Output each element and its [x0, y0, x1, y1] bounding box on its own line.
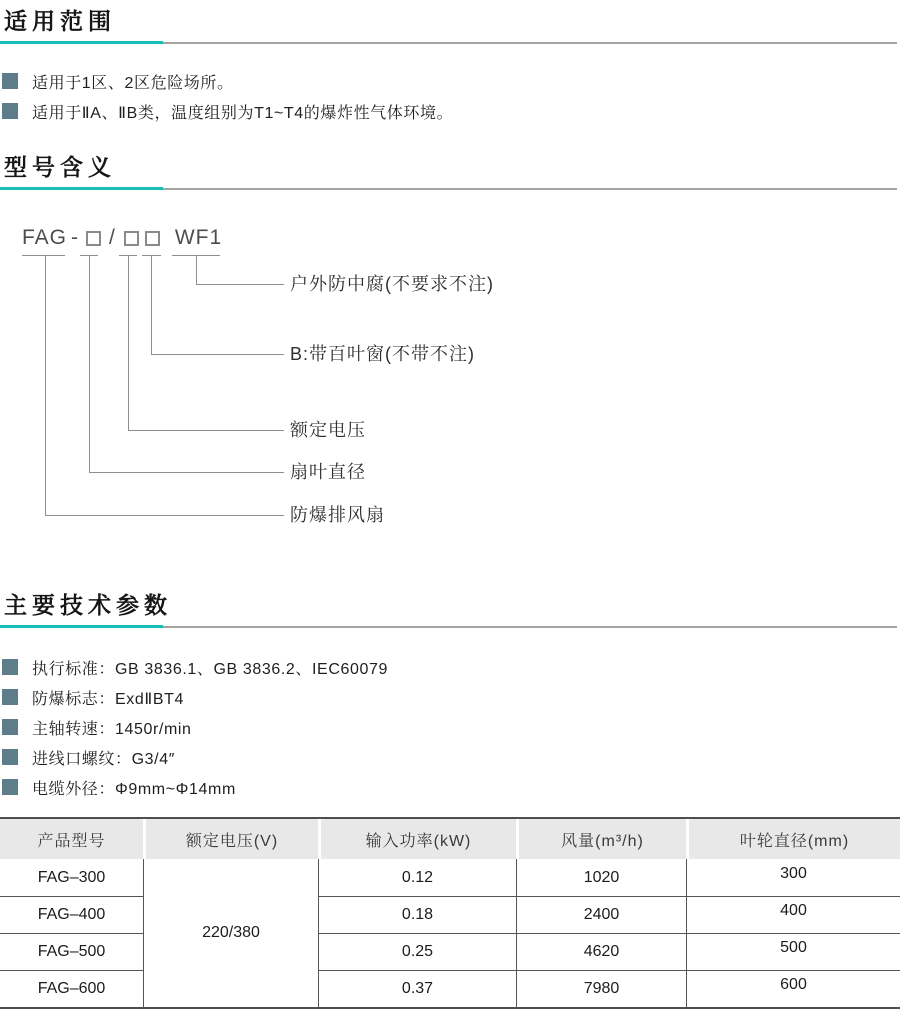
square-bullet-icon	[2, 659, 18, 675]
cell-model: FAG–500	[0, 933, 143, 970]
col-header-airflow: 风量(m³/h)	[516, 819, 686, 859]
section-title-params: 主要技术参数	[4, 592, 172, 618]
diagram-label: 额定电压	[290, 420, 366, 440]
params-bullet-list	[0, 652, 900, 802]
model-string	[22, 226, 222, 250]
cell-impeller	[686, 859, 900, 896]
section-title-model: 型号含义	[4, 154, 116, 180]
leader-line	[89, 472, 284, 473]
cell-impeller-value: 500	[780, 939, 807, 956]
cell-airflow: 1020	[516, 859, 686, 896]
square-bullet-icon	[2, 73, 18, 89]
square-bullet-icon	[2, 779, 18, 795]
bullet-text: 进线口螺纹：G3/4″	[32, 750, 175, 768]
diagram-label: 防爆排风扇	[290, 505, 385, 525]
leader-line	[196, 284, 284, 285]
model-box-icon	[86, 231, 101, 246]
cell-power: 0.25	[318, 933, 516, 970]
col-header-impeller: 叶轮直径(mm)	[686, 819, 900, 859]
model-dash: -	[71, 226, 80, 249]
scope-bullet-list	[0, 66, 900, 126]
spec-table	[0, 817, 900, 1009]
list-item	[0, 652, 900, 682]
bullet-text: 主轴转速：1450r/min	[32, 720, 192, 738]
list-item	[0, 66, 900, 96]
leader-line	[151, 354, 284, 355]
table-row	[0, 896, 900, 933]
leader-line	[128, 430, 284, 431]
cell-impeller	[686, 896, 900, 933]
col-header-voltage: 额定电压(V)	[143, 819, 318, 859]
cell-airflow: 2400	[516, 896, 686, 933]
square-bullet-icon	[2, 749, 18, 765]
leader-line	[128, 255, 129, 430]
model-prefix: FAG	[22, 226, 68, 249]
table-row	[0, 933, 900, 970]
table-header-row	[0, 819, 900, 859]
model-slash: /	[109, 226, 116, 249]
model-code-diagram	[0, 190, 900, 536]
list-item	[0, 742, 900, 772]
list-item	[0, 772, 900, 802]
cell-power: 0.12	[318, 859, 516, 896]
rule-accent-segment	[0, 625, 163, 628]
bullet-text: 电缆外径：Φ9mm~Φ14mm	[32, 780, 236, 798]
section-rule	[0, 41, 897, 44]
cell-airflow: 4620	[516, 933, 686, 970]
cell-impeller	[686, 970, 900, 1007]
rule-gray-segment	[163, 626, 897, 628]
list-item	[0, 682, 900, 712]
leader-underline	[22, 255, 65, 256]
leader-line	[151, 255, 152, 354]
table-row	[0, 970, 900, 1007]
cell-impeller-value: 600	[780, 976, 807, 993]
col-header-power: 输入功率(kW)	[318, 819, 516, 859]
leader-line	[45, 255, 46, 515]
cell-model: FAG–600	[0, 970, 143, 1007]
cell-voltage-merged: 220/380	[143, 859, 318, 1007]
bullet-text: 适用于1区、2区危险场所。	[32, 74, 234, 92]
leader-line	[89, 255, 90, 472]
cell-model: FAG–400	[0, 896, 143, 933]
diagram-label: 户外防中腐(不要求不注)	[290, 274, 494, 294]
model-box-icon	[145, 231, 160, 246]
list-item	[0, 712, 900, 742]
square-bullet-icon	[2, 103, 18, 119]
cell-power: 0.37	[318, 970, 516, 1007]
cell-power: 0.18	[318, 896, 516, 933]
model-box-icon	[124, 231, 139, 246]
cell-impeller-value: 300	[780, 864, 807, 882]
col-header-model: 产品型号	[0, 819, 143, 859]
bullet-text: 防爆标志：ExdⅡBT4	[32, 690, 184, 708]
leader-line	[196, 255, 197, 284]
cell-model: FAG–300	[0, 859, 143, 896]
square-bullet-icon	[2, 689, 18, 705]
rule-gray-segment	[163, 42, 897, 44]
diagram-label: B:带百叶窗(不带不注)	[290, 344, 475, 364]
cell-airflow: 7980	[516, 970, 686, 1007]
section-title-scope: 适用范围	[4, 8, 116, 34]
bullet-text: 执行标准：GB 3836.1、GB 3836.2、IEC60079	[32, 660, 388, 678]
model-suffix: WF1	[174, 226, 223, 249]
list-item	[0, 96, 900, 126]
section-rule	[0, 625, 897, 628]
diagram-label: 扇叶直径	[290, 462, 366, 482]
cell-impeller-value: 400	[780, 902, 807, 919]
square-bullet-icon	[2, 719, 18, 735]
rule-accent-segment	[0, 41, 163, 44]
cell-impeller	[686, 933, 900, 970]
table-row	[0, 859, 900, 896]
leader-line	[45, 515, 284, 516]
bullet-text: 适用于ⅡA、ⅡB类，温度组别为T1~T4的爆炸性气体环境。	[32, 104, 454, 122]
